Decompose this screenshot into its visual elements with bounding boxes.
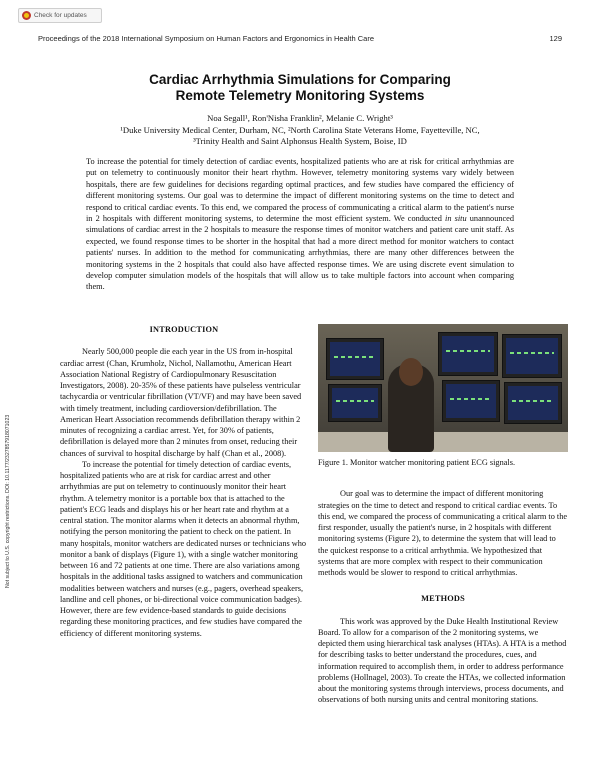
desk <box>318 432 568 452</box>
author-names: Noa Segall¹, Ron'Nisha Franklin², Melanie C. Wright³ <box>207 113 393 123</box>
title-line-1: Cardiac Arrhythmia Simulations for Comparing <box>149 72 451 87</box>
monitor-display <box>326 338 384 380</box>
introduction-heading: INTRODUCTION <box>149 325 219 334</box>
abstract <box>86 156 514 293</box>
abstract-text-2: unannounced simulations of cardiac arrest in the 2 hospitals to measure the response times of monitor watchers and patient care unit staff. As expected, we found response times to be shorter in the hospital that had a more direct method for monitor watchers to contact patients' nurses. In addition to the method for communicating arrhythmias, there are many other differences between the monitoring systems in the 2 hospitals that could also have affected response times. We are using discrete event simulation to develop computer simulation models of the hospitals that will allow us to take multiple factors into account when comparing them. <box>86 214 515 292</box>
title-line-2: Remote Telemetry Monitoring Systems <box>175 88 425 103</box>
methods-heading: METHODS <box>421 594 465 604</box>
figure-1-caption: Figure 1. Monitor watcher monitoring patient ECG signals. <box>318 458 516 467</box>
monitor-display <box>502 334 562 378</box>
monitor-display <box>328 384 382 422</box>
methods-paragraph-1: This work was approved by the Duke Health Institutional Review Board. To allow for a comparison of the 2 monitoring systems, we depicted them using hierarchical task analyses (HTAs). A HTA is a method for describing tasks to better understand the procedures, cues, and information required to accomplish them, in order to address performance problems (Hollnagel, 2003). To create the HTAs, we collected information about the monitoring systems through interviews, process documents, and observations of both nursing units and central monitoring stations. <box>318 616 567 705</box>
crossmark-icon <box>22 11 31 20</box>
affiliation-1: ¹Duke University Medical Center, Durham, NC, ²North Carolina State Veterans Home, Fayetteville, NC, <box>120 124 480 135</box>
right-column <box>318 324 568 706</box>
copyright-sidebar: Not subject to U.S. copyright restrictions. DOI: 10.1177/2327857918071023 <box>5 414 11 588</box>
monitor-watcher-person <box>388 364 434 452</box>
abstract-italic: in situ <box>445 214 467 224</box>
introduction-paragraph-1: Nearly 500,000 people die each year in the US from in-hospital cardiac arrest (Chan, Krumholz, Nichol, Nallamothu, American Heart Association National Registry of Cardiopulmonary Resuscitation Investigators, 2008). 20-35% of these patients have pulseless ventricular tachycardia or ventricular fibrillation (VT/VF) and may have been saved with timely treatment, including cardioversion/defibrillation. The American Heart Association recommends defibrillation therapy within 2 minutes of recognizing a cardiac arrest. Yet, for 30% of patients, defibrillation is delayed more than 2 minutes from onset, reducing their chances of survival to hospital discharge by half (Chan et al., 2008). <box>60 347 302 458</box>
page-number: 129 <box>549 34 562 43</box>
running-header <box>38 34 562 43</box>
monitor-display <box>438 332 498 376</box>
abstract-text-1: To increase the potential for timely detection of cardiac events, hospitalized patients who are at risk for critical arrhythmias are put on telemetry to continuously monitor their heart rhythm. However, telemetry monitoring systems vary widely between hospitals, there are few guidelines for decisions regarding optimal practices, and few studies have compared the efficiency of different monitoring systems. Our goal was to determine the impact of different monitoring systems on the time to detect and respond to critical cardiac events. To this end, we compared the process of communicating a critical alarm to the patient's nurse in 2 hospitals with different monitoring systems, to determine the most efficient system. We conducted <box>86 157 514 224</box>
badge-label: Check for updates <box>34 12 87 19</box>
introduction-paragraph-2: To increase the potential for timely detection of cardiac events, hospitalized patients who are at risk for cardiac arrest and other arrhythmias are put on telemetry to continuously monitor their heart rhythm. A telemetry monitor is a portable box that is attached to the patient's ECG leads and displays his or her heart rate and rhythm at a central station. The monitor alarms when it detects an abnormal rhythm, notifying the person monitoring the patient to check on the patient. In many hospitals, monitor watchers are dedicated nurses or technicians who monitor a bank of displays (Figure 1), with a single watcher monitoring between 16 and 72 patients at one time. There are also variations among hospitals in the additional tasks assigned to watchers and communication modalities between watchers and nurses (e.g., pagers, overhead speakers, landline and cell phones, or bi-directional voice communication badges). However, there are few evidence-based standards to guide decisions regarding these monitoring practices, and few studies have compared the efficiency of different monitoring systems. <box>60 459 307 638</box>
figure-1-photo <box>318 324 568 452</box>
goal-paragraph: Our goal was to determine the impact of different monitoring strategies on the time to detect and respond to critical cardiac events. To this end, we compared the process of communicating a critical alarm to the first responder, usually the patient's nurse, in 2 hospitals with different monitoring systems (Figure 2), to determine the system that will lead to the quickest response to a critical arrhythmia. We hypothesized that systems that are more complex with respect to their communication methods would be slower to respond to critical arrhythmias. <box>318 489 568 577</box>
left-column <box>60 324 308 639</box>
monitor-display <box>442 380 500 422</box>
affiliation-2: ³Trinity Health and Saint Alphonsus Health System, Boise, ID <box>193 136 407 146</box>
check-for-updates-badge[interactable] <box>18 8 102 23</box>
author-block <box>0 113 600 148</box>
paper-title <box>0 72 600 104</box>
running-title: Proceedings of the 2018 International Symposium on Human Factors and Ergonomics in Health Care <box>38 34 375 43</box>
monitor-display <box>504 382 562 424</box>
